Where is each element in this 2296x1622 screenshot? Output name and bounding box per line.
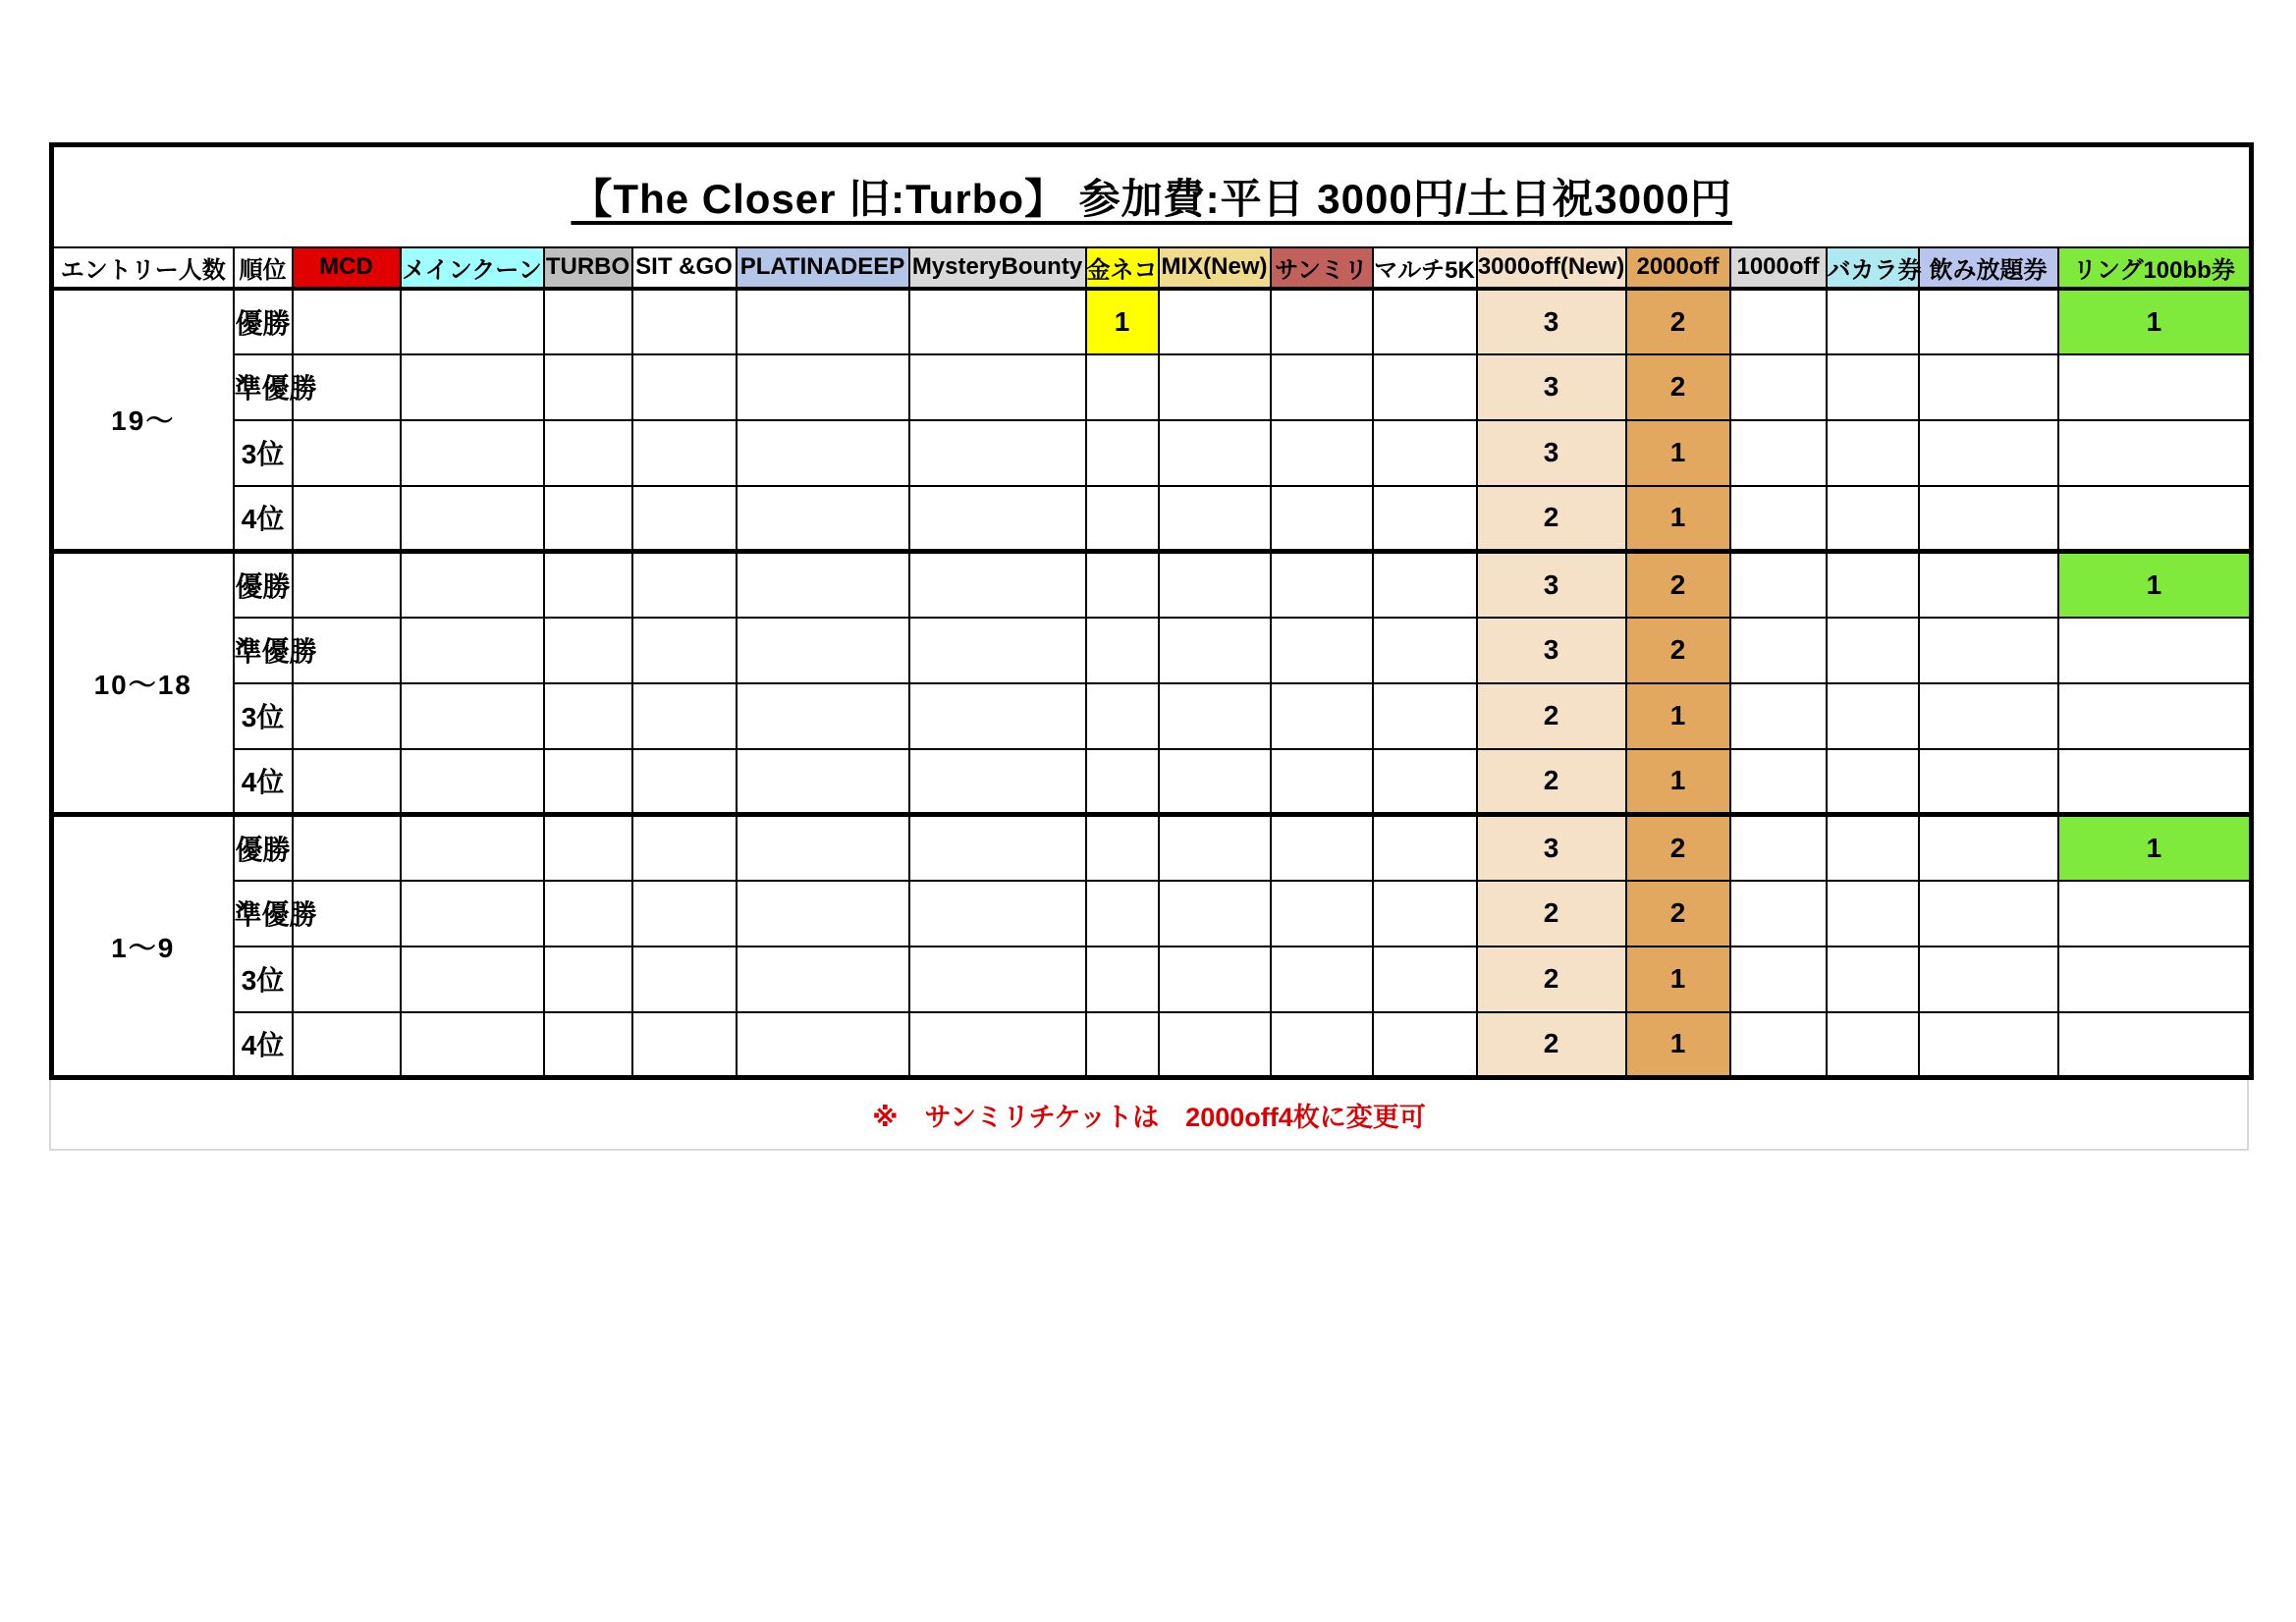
value-cell-nomihodai [1919,552,2058,618]
value-cell-sit_go [632,354,737,420]
prize-table-sheet [49,142,2254,1151]
value-cell-ring100bb [2058,618,2252,683]
header-cell-mystery_bounty: MysteryBounty [909,247,1086,289]
value-cell-mix_new [1159,946,1271,1012]
value-cell-sit_go [632,881,737,946]
value-cell-mainecoon [401,683,544,749]
rank-cell: 優勝 [234,552,293,618]
value-cell-ring100bb [2058,946,2252,1012]
value-cell-nomihodai [1919,815,2058,881]
table-row [52,946,2252,1012]
value-cell-ring100bb [2058,881,2252,946]
value-cell-multi5k [1373,289,1477,354]
value-cell-nomihodai [1919,1012,2058,1078]
table-row [52,420,2252,486]
value-cell-mcd [293,683,401,749]
value-cell-platinadeep [737,1012,909,1078]
value-cell-off3000: 3 [1477,289,1626,354]
value-cell-turbo [544,486,632,552]
value-cell-off1000 [1730,946,1827,1012]
value-cell-mix_new [1159,815,1271,881]
rank-cell: 準優勝 [234,881,293,946]
value-cell-off3000: 2 [1477,683,1626,749]
footnote-row [49,1080,2249,1151]
value-cell-mix_new [1159,354,1271,420]
value-cell-off2000: 2 [1626,815,1730,881]
value-cell-mainecoon [401,1012,544,1078]
value-cell-platinadeep [737,486,909,552]
value-cell-ring100bb: 1 [2058,289,2252,354]
value-cell-multi5k [1373,420,1477,486]
value-cell-ring100bb [2058,420,2252,486]
footnote-text: ※ サンミリチケットは 2000off4枚に変更可 [872,1102,1426,1132]
value-cell-off2000: 1 [1626,1012,1730,1078]
value-cell-mainecoon [401,618,544,683]
value-cell-mcd [293,946,401,1012]
value-cell-nomihodai [1919,946,2058,1012]
value-cell-mcd [293,289,401,354]
value-cell-sanmiri [1271,289,1373,354]
value-cell-platinadeep [737,881,909,946]
prize-table [49,142,2254,1080]
value-cell-mix_new [1159,683,1271,749]
value-cell-ring100bb [2058,1012,2252,1078]
value-cell-baccarat [1827,552,1919,618]
header-cell-multi5k: マルチ5K [1373,247,1477,289]
value-cell-mix_new [1159,749,1271,815]
value-cell-mcd [293,486,401,552]
value-cell-off1000 [1730,749,1827,815]
value-cell-mainecoon [401,815,544,881]
value-cell-mainecoon [401,946,544,1012]
rank-cell: 4位 [234,749,293,815]
value-cell-off3000: 3 [1477,552,1626,618]
value-cell-baccarat [1827,749,1919,815]
value-cell-nomihodai [1919,618,2058,683]
value-cell-mystery_bounty [909,420,1086,486]
value-cell-platinadeep [737,618,909,683]
value-cell-turbo [544,354,632,420]
value-cell-sit_go [632,815,737,881]
value-cell-nomihodai [1919,289,2058,354]
value-cell-baccarat [1827,618,1919,683]
value-cell-off3000: 3 [1477,420,1626,486]
table-row [52,1012,2252,1078]
value-cell-sanmiri [1271,552,1373,618]
header-cell-baccarat: バカラ券 [1827,247,1919,289]
group-label: 1〜9 [52,815,234,1078]
value-cell-off1000 [1730,552,1827,618]
value-cell-turbo [544,946,632,1012]
value-cell-sanmiri [1271,946,1373,1012]
value-cell-turbo [544,749,632,815]
value-cell-mix_new [1159,1012,1271,1078]
header-cell-mix_new: MIX(New) [1159,247,1271,289]
value-cell-sanmiri [1271,354,1373,420]
value-cell-multi5k [1373,683,1477,749]
value-cell-multi5k [1373,486,1477,552]
header-cell-platinadeep: PLATINADEEP [737,247,909,289]
table-row [52,354,2252,420]
table-row [52,881,2252,946]
value-cell-baccarat [1827,486,1919,552]
value-cell-multi5k [1373,946,1477,1012]
value-cell-kin_neko [1086,946,1159,1012]
value-cell-off3000: 2 [1477,486,1626,552]
table-row [52,749,2252,815]
value-cell-sit_go [632,946,737,1012]
value-cell-mystery_bounty [909,552,1086,618]
value-cell-off2000: 1 [1626,486,1730,552]
value-cell-turbo [544,815,632,881]
value-cell-mainecoon [401,881,544,946]
value-cell-nomihodai [1919,749,2058,815]
rank-cell: 4位 [234,1012,293,1078]
value-cell-mystery_bounty [909,289,1086,354]
value-cell-off1000 [1730,486,1827,552]
value-cell-sanmiri [1271,486,1373,552]
value-cell-mainecoon [401,552,544,618]
rank-cell: 3位 [234,683,293,749]
value-cell-off1000 [1730,354,1827,420]
group-label: 10〜18 [52,552,234,815]
value-cell-sanmiri [1271,815,1373,881]
value-cell-off2000: 1 [1626,749,1730,815]
value-cell-off2000: 2 [1626,881,1730,946]
page-title [52,145,2252,247]
table-row [52,289,2252,354]
value-cell-mainecoon [401,420,544,486]
value-cell-platinadeep [737,289,909,354]
value-cell-ring100bb [2058,486,2252,552]
value-cell-kin_neko [1086,618,1159,683]
value-cell-mystery_bounty [909,1012,1086,1078]
header-cell-off3000: 3000off(New) [1477,247,1626,289]
value-cell-mainecoon [401,486,544,552]
header-cell-mainecoon: メインクーン [401,247,544,289]
value-cell-turbo [544,552,632,618]
value-cell-nomihodai [1919,420,2058,486]
value-cell-off1000 [1730,683,1827,749]
value-cell-off2000: 2 [1626,289,1730,354]
value-cell-turbo [544,683,632,749]
value-cell-sit_go [632,1012,737,1078]
rank-cell: 3位 [234,420,293,486]
value-cell-baccarat [1827,420,1919,486]
value-cell-platinadeep [737,552,909,618]
value-cell-sit_go [632,749,737,815]
value-cell-ring100bb [2058,683,2252,749]
value-cell-off2000: 1 [1626,683,1730,749]
value-cell-baccarat [1827,289,1919,354]
value-cell-ring100bb: 1 [2058,815,2252,881]
table-row [52,486,2252,552]
value-cell-mcd [293,552,401,618]
rank-cell: 優勝 [234,815,293,881]
value-cell-sanmiri [1271,683,1373,749]
value-cell-platinadeep [737,683,909,749]
value-cell-kin_neko [1086,552,1159,618]
header-cell-turbo: TURBO [544,247,632,289]
value-cell-multi5k [1373,618,1477,683]
value-cell-kin_neko [1086,683,1159,749]
value-cell-mystery_bounty [909,683,1086,749]
title-row [52,145,2252,247]
rank-cell: 3位 [234,946,293,1012]
value-cell-mystery_bounty [909,815,1086,881]
table-row [52,815,2252,881]
value-cell-mystery_bounty [909,486,1086,552]
value-cell-off1000 [1730,1012,1827,1078]
value-cell-kin_neko [1086,354,1159,420]
value-cell-multi5k [1373,881,1477,946]
header-cell-off2000: 2000off [1626,247,1730,289]
value-cell-mainecoon [401,289,544,354]
value-cell-sit_go [632,486,737,552]
value-cell-sit_go [632,289,737,354]
value-cell-ring100bb [2058,749,2252,815]
value-cell-platinadeep [737,420,909,486]
value-cell-kin_neko [1086,420,1159,486]
value-cell-off1000 [1730,881,1827,946]
value-cell-off3000: 2 [1477,1012,1626,1078]
value-cell-sanmiri [1271,881,1373,946]
value-cell-off3000: 3 [1477,815,1626,881]
value-cell-nomihodai [1919,881,2058,946]
value-cell-mcd [293,749,401,815]
value-cell-baccarat [1827,815,1919,881]
value-cell-mix_new [1159,552,1271,618]
value-cell-off3000: 3 [1477,618,1626,683]
value-cell-baccarat [1827,683,1919,749]
value-cell-kin_neko [1086,749,1159,815]
value-cell-multi5k [1373,1012,1477,1078]
header-cell-mcd: MCD [293,247,401,289]
value-cell-off1000 [1730,815,1827,881]
value-cell-nomihodai [1919,354,2058,420]
value-cell-mystery_bounty [909,354,1086,420]
value-cell-mainecoon [401,354,544,420]
value-cell-mix_new [1159,486,1271,552]
value-cell-baccarat [1827,354,1919,420]
value-cell-off2000: 2 [1626,552,1730,618]
value-cell-mcd [293,420,401,486]
value-cell-platinadeep [737,354,909,420]
value-cell-mix_new [1159,420,1271,486]
value-cell-baccarat [1827,1012,1919,1078]
value-cell-off3000: 3 [1477,354,1626,420]
value-cell-kin_neko [1086,815,1159,881]
value-cell-mystery_bounty [909,881,1086,946]
value-cell-turbo [544,289,632,354]
group-label: 19〜 [52,289,234,552]
rank-cell: 優勝 [234,289,293,354]
value-cell-mix_new [1159,618,1271,683]
value-cell-baccarat [1827,881,1919,946]
table-row [52,683,2252,749]
value-cell-off2000: 2 [1626,618,1730,683]
value-cell-off1000 [1730,420,1827,486]
value-cell-sit_go [632,552,737,618]
value-cell-baccarat [1827,946,1919,1012]
header-row [52,247,2252,289]
table-row [52,552,2252,618]
value-cell-kin_neko [1086,881,1159,946]
value-cell-multi5k [1373,749,1477,815]
value-cell-turbo [544,1012,632,1078]
value-cell-mix_new [1159,881,1271,946]
value-cell-sit_go [632,683,737,749]
page-title-text: 【The Closer 旧:Turbo】 参加費:平日 3000円/土日祝3000円 [571,176,1732,223]
rank-cell: 準優勝 [234,618,293,683]
value-cell-mystery_bounty [909,946,1086,1012]
value-cell-off3000: 2 [1477,946,1626,1012]
header-cell-rank: 順位 [234,247,293,289]
value-cell-turbo [544,881,632,946]
value-cell-ring100bb [2058,354,2252,420]
value-cell-turbo [544,618,632,683]
value-cell-ring100bb: 1 [2058,552,2252,618]
value-cell-off1000 [1730,289,1827,354]
header-cell-entry_count: エントリー人数 [52,247,234,289]
value-cell-kin_neko: 1 [1086,289,1159,354]
value-cell-sanmiri [1271,618,1373,683]
value-cell-multi5k [1373,354,1477,420]
value-cell-off1000 [1730,618,1827,683]
value-cell-sanmiri [1271,749,1373,815]
table-row [52,618,2252,683]
value-cell-turbo [544,420,632,486]
header-cell-sanmiri: サンミリ [1271,247,1373,289]
value-cell-nomihodai [1919,486,2058,552]
value-cell-sit_go [632,618,737,683]
value-cell-mix_new [1159,289,1271,354]
value-cell-platinadeep [737,946,909,1012]
header-cell-nomihodai: 飲み放題券 [1919,247,2058,289]
value-cell-mcd [293,1012,401,1078]
header-cell-kin_neko: 金ネコ [1086,247,1159,289]
value-cell-sanmiri [1271,420,1373,486]
value-cell-kin_neko [1086,486,1159,552]
value-cell-platinadeep [737,749,909,815]
value-cell-off3000: 2 [1477,881,1626,946]
value-cell-multi5k [1373,815,1477,881]
value-cell-off2000: 1 [1626,946,1730,1012]
header-cell-off1000: 1000off [1730,247,1827,289]
value-cell-platinadeep [737,815,909,881]
value-cell-nomihodai [1919,683,2058,749]
rank-cell: 4位 [234,486,293,552]
rank-cell: 準優勝 [234,354,293,420]
value-cell-multi5k [1373,552,1477,618]
value-cell-kin_neko [1086,1012,1159,1078]
header-cell-ring100bb: リング100bb券 [2058,247,2252,289]
value-cell-off2000: 1 [1626,420,1730,486]
value-cell-mystery_bounty [909,749,1086,815]
value-cell-mcd [293,815,401,881]
value-cell-mystery_bounty [909,618,1086,683]
value-cell-mainecoon [401,749,544,815]
value-cell-off2000: 2 [1626,354,1730,420]
header-cell-sit_go: SIT &GO [632,247,737,289]
value-cell-sanmiri [1271,1012,1373,1078]
value-cell-off3000: 2 [1477,749,1626,815]
value-cell-sit_go [632,420,737,486]
